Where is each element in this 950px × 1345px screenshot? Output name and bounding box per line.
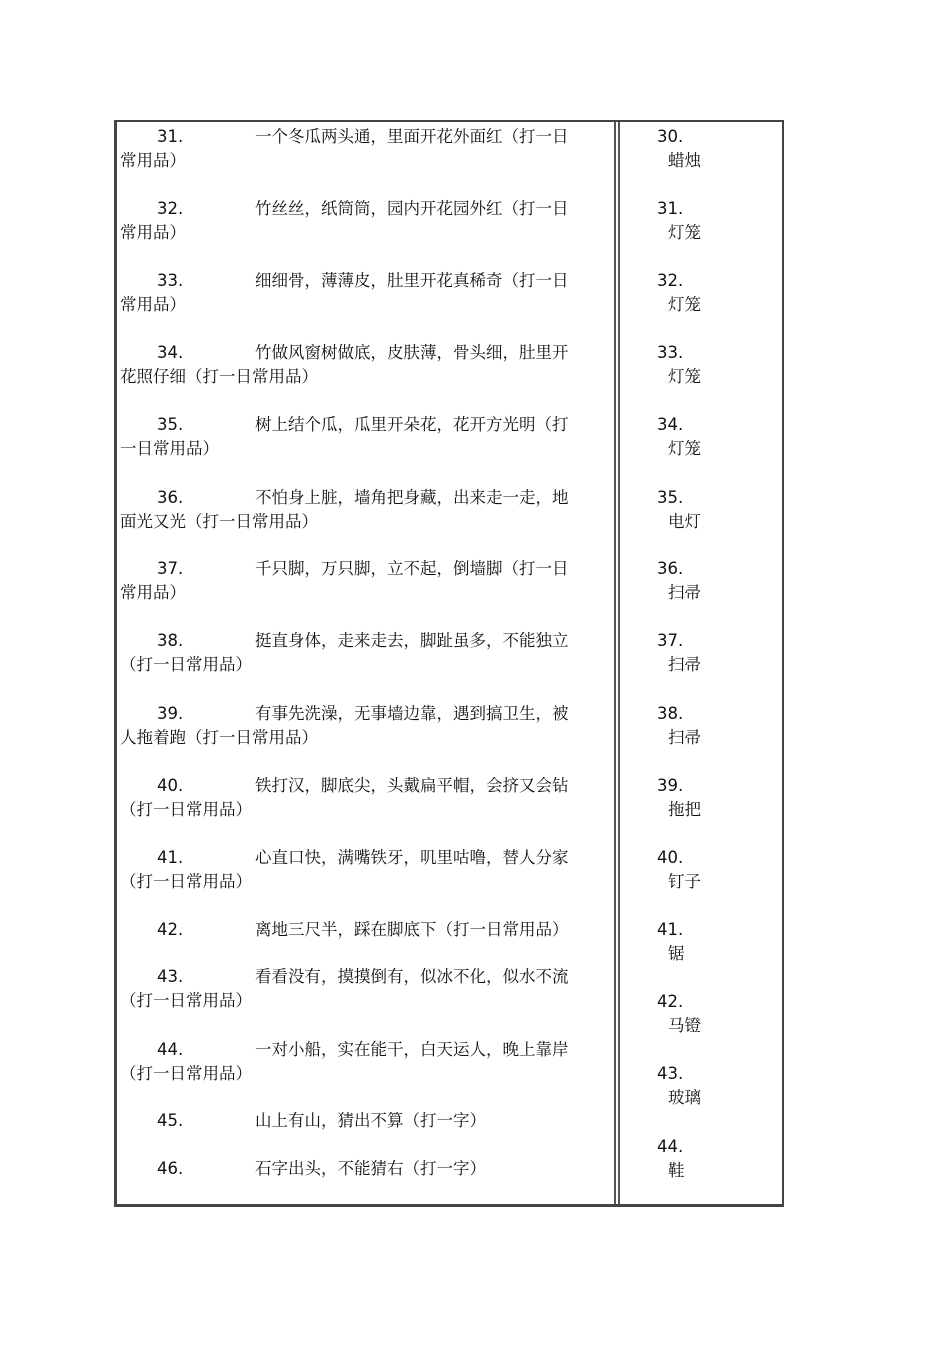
riddle-text-continued: （打一日常用品）	[120, 991, 252, 1010]
answer-text: 灯笼	[668, 223, 701, 242]
riddle-text-continued: 常用品）	[120, 223, 186, 242]
riddle-number: 39.	[157, 704, 184, 723]
riddle-text: 心直口快，满嘴铁牙，叽里咕噜，替人分家	[255, 848, 569, 867]
riddle-column	[117, 122, 616, 1204]
riddle-text: 一对小船，实在能干，白天运人，晚上靠岸	[255, 1040, 569, 1059]
riddle-number: 36.	[157, 488, 184, 507]
answer-item	[657, 1135, 685, 1183]
riddle-text-continued: 人拖着跑（打一日常用品）	[120, 728, 318, 747]
answer-item	[657, 918, 685, 966]
answer-item	[657, 413, 701, 461]
riddle-text: 离地三尺半，踩在脚底下（打一日常用品）	[255, 920, 569, 939]
riddle-number: 45.	[157, 1111, 184, 1130]
riddle-number: 32.	[157, 199, 184, 218]
answer-text: 电灯	[668, 512, 701, 531]
answer-item	[657, 125, 701, 173]
answer-item	[657, 557, 701, 605]
answer-item	[657, 774, 701, 822]
riddle-text-continued: 常用品）	[120, 583, 186, 602]
riddle-text-continued: （打一日常用品）	[120, 655, 252, 674]
riddle-item	[120, 629, 598, 677]
answer-number: 33.	[657, 343, 684, 362]
riddle-text-continued: 面光又光（打一日常用品）	[120, 512, 318, 531]
riddle-item	[120, 1109, 598, 1133]
riddle-text: 石字出头，不能猜右（打一字）	[255, 1159, 486, 1178]
answer-number: 44.	[657, 1137, 684, 1156]
riddle-text-continued: 常用品）	[120, 151, 186, 170]
riddle-number: 38.	[157, 631, 184, 650]
answer-text: 马镫	[668, 1016, 701, 1035]
riddle-text: 千只脚，万只脚，立不起，倒墙脚（打一日	[255, 559, 569, 578]
answer-text: 钉子	[668, 872, 701, 891]
riddle-text-continued: 常用品）	[120, 295, 186, 314]
answer-item	[657, 629, 701, 677]
riddle-number: 40.	[157, 776, 184, 795]
riddle-text: 不怕身上脏，墙角把身藏，出来走一走，地	[255, 488, 569, 507]
riddle-item	[120, 1038, 598, 1086]
riddle-item	[120, 486, 598, 534]
riddle-item	[120, 702, 598, 750]
riddle-item	[120, 197, 598, 245]
riddle-number: 37.	[157, 559, 184, 578]
answer-number: 35.	[657, 488, 684, 507]
answer-text: 灯笼	[668, 367, 701, 386]
answer-number: 32.	[657, 271, 684, 290]
riddle-item	[120, 1157, 598, 1181]
riddle-text: 竹丝丝，纸筒筒，园内开花园外红（打一日	[255, 199, 569, 218]
riddle-number: 44.	[157, 1040, 184, 1059]
riddle-text-continued: 一日常用品）	[120, 439, 219, 458]
riddle-item	[120, 774, 598, 822]
riddle-text: 一个冬瓜两头通，里面开花外面红（打一日	[255, 127, 569, 146]
answer-item	[657, 702, 701, 750]
answer-item	[657, 486, 701, 534]
riddle-item	[120, 965, 598, 1013]
riddle-number: 31.	[157, 127, 184, 146]
answer-number: 38.	[657, 704, 684, 723]
answer-item	[657, 197, 701, 245]
riddle-item	[120, 413, 598, 461]
riddle-text-continued: （打一日常用品）	[120, 800, 252, 819]
riddle-text: 山上有山，猜出不算（打一字）	[255, 1111, 486, 1130]
riddle-text: 铁打汉，脚底尖，头戴扁平帽，会挤又会钻	[255, 776, 569, 795]
riddle-text-continued: 花照仔细（打一日常用品）	[120, 367, 318, 386]
answer-number: 43.	[657, 1064, 684, 1083]
answer-item	[657, 846, 701, 894]
answer-column	[618, 122, 782, 1204]
answer-text: 玻璃	[668, 1088, 701, 1107]
answer-text: 蜡烛	[668, 151, 701, 170]
riddle-text-continued: （打一日常用品）	[120, 1064, 252, 1083]
riddle-number: 41.	[157, 848, 184, 867]
riddle-text-continued: （打一日常用品）	[120, 872, 252, 891]
riddle-number: 42.	[157, 920, 184, 939]
answer-text: 扫帚	[668, 583, 701, 602]
answer-number: 34.	[657, 415, 684, 434]
riddle-item	[120, 125, 598, 173]
answer-text: 扫帚	[668, 655, 701, 674]
riddle-number: 35.	[157, 415, 184, 434]
riddle-text: 有事先洗澡，无事墙边靠，遇到搞卫生，被	[255, 704, 569, 723]
answer-text: 鞋	[668, 1161, 685, 1180]
answer-text: 扫帚	[668, 728, 701, 747]
riddle-text: 挺直身体，走来走去，脚趾虽多，不能独立	[255, 631, 569, 650]
answer-number: 36.	[657, 559, 684, 578]
riddle-number: 43.	[157, 967, 184, 986]
riddle-item	[120, 557, 598, 605]
answer-item	[657, 990, 701, 1038]
riddle-text: 竹做风窗树做底，皮肤薄，骨头细，肚里开	[255, 343, 569, 362]
riddle-table	[114, 120, 784, 1207]
answer-text: 灯笼	[668, 439, 701, 458]
answer-number: 31.	[657, 199, 684, 218]
answer-item	[657, 341, 701, 389]
answer-number: 39.	[657, 776, 684, 795]
answer-text: 灯笼	[668, 295, 701, 314]
answer-item	[657, 269, 701, 317]
riddle-item	[120, 341, 598, 389]
answer-number: 41.	[657, 920, 684, 939]
answer-text: 锯	[668, 944, 685, 963]
riddle-number: 34.	[157, 343, 184, 362]
riddle-text: 看看没有，摸摸倒有，似冰不化，似水不流	[255, 967, 569, 986]
riddle-text: 树上结个瓜，瓜里开朵花，花开方光明（打	[255, 415, 569, 434]
riddle-item	[120, 269, 598, 317]
answer-number: 37.	[657, 631, 684, 650]
answer-number: 40.	[657, 848, 684, 867]
riddle-text: 细细骨，薄薄皮，肚里开花真稀奇（打一日	[255, 271, 569, 290]
riddle-number: 33.	[157, 271, 184, 290]
answer-number: 30.	[657, 127, 684, 146]
riddle-item	[120, 918, 598, 942]
answer-item	[657, 1062, 701, 1110]
answer-text: 拖把	[668, 800, 701, 819]
riddle-item	[120, 846, 598, 894]
answer-number: 42.	[657, 992, 684, 1011]
riddle-number: 46.	[157, 1159, 184, 1178]
